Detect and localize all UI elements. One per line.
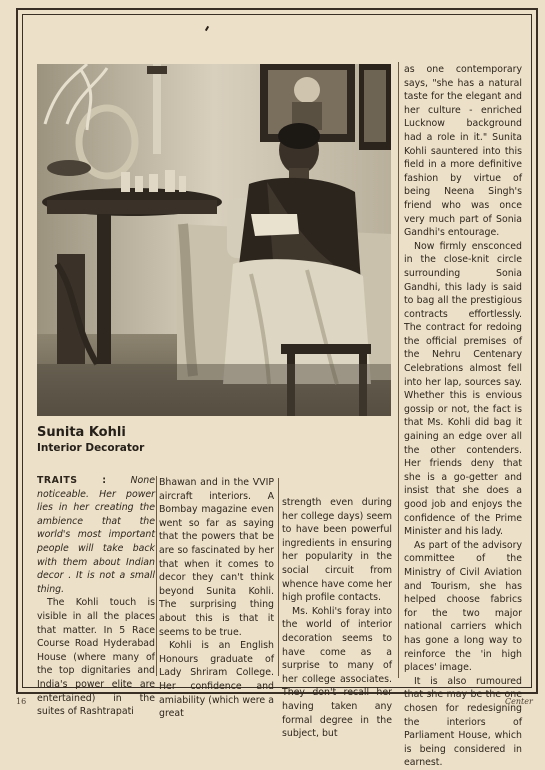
paragraph: Kohli is an English Honours graduate of Lady Shriram College. Her confidence and amiability (which were a great (159, 640, 274, 720)
paragraph: as one contemporary says, "she has a natural taste for the elegant and her culture - enriched Lucknow background had a role in it." Sunita Kohli sauntered into this field in a more definitive fashion by virtue of being Neena Singh's friend who was once very much part of Sonia Gandhi's entourage. (404, 64, 522, 239)
article-column-1 (37, 474, 155, 719)
paragraph: The Kohli touch is visible in all the places that matter. In 5 Race Course Road Hyderabad House (where many of the top dignitaries and India's power elite are entertained) in the suites of Rashtrapati (37, 597, 155, 718)
paragraph: As part of the advisory committee of the Ministry of Civil Aviation and Tourism, she has helped choose fabrics for the two major national carriers which has gone a long way to reinforce the 'in high places' image. (404, 539, 522, 674)
paragraph: Now firmly ensconced in the close-knit circle surrounding Sonia Gandhi, this lady is said to bag all the prestigious contracts effortlessly. The contract for redoing the official premises of the Nehru Centenary Celebrations almost fell into her lap, sources say. Whether this is envious gossip or not, the fact is that Ms. Kohli did bag it gaining an edge over all the other contenders. Her friends deny that she is a go-getter and insist that she does a good job and enjoys the confidence of the Prime Minister and his lady. (404, 240, 522, 538)
paragraph: Ms. Kohli's foray into the world of interior decoration seems to have come as a surprise to many of her college associates. They don't recall her having taken any formal degree in the subject, but (282, 605, 392, 740)
paragraph: strength even during her college days) seem to have been powerful ingredients in ensuring her popularity in the social circuit from whence have come her high profile contacts. (282, 497, 392, 604)
lead-text: None noticeable. Her power lies in her creating the ambience that the world's most important people will take back with them about Indian decor . It is not a small thing. (37, 475, 155, 595)
column-rule (156, 476, 157, 676)
article-column-2 (159, 476, 274, 721)
paragraph: It is also rumoured that she may be the one chosen for redesigning the interiors of Parliament House, which is being considered in earnest. (404, 675, 522, 769)
caption-name: Sunita Kohli (37, 425, 126, 440)
column-rule (398, 62, 399, 678)
article-column-3 (282, 496, 392, 741)
column-rule (278, 478, 279, 676)
publication-name: Center (505, 697, 533, 706)
article-column-4 (404, 63, 522, 770)
caption-role: Interior Decorator (37, 442, 145, 454)
page-number: 16 (16, 697, 27, 706)
paragraph: Bhawan and in the VVIP aircraft interiors. A Bombay magazine even went so far as saying that the powers that be are so fascinated by her that when it comes to decor they can't think beyond Sunita Kohli. The surprising thing about this is that it seems to be true. (159, 477, 274, 638)
portrait-photo (37, 64, 391, 416)
lead-label: TRAITS : (37, 475, 107, 486)
